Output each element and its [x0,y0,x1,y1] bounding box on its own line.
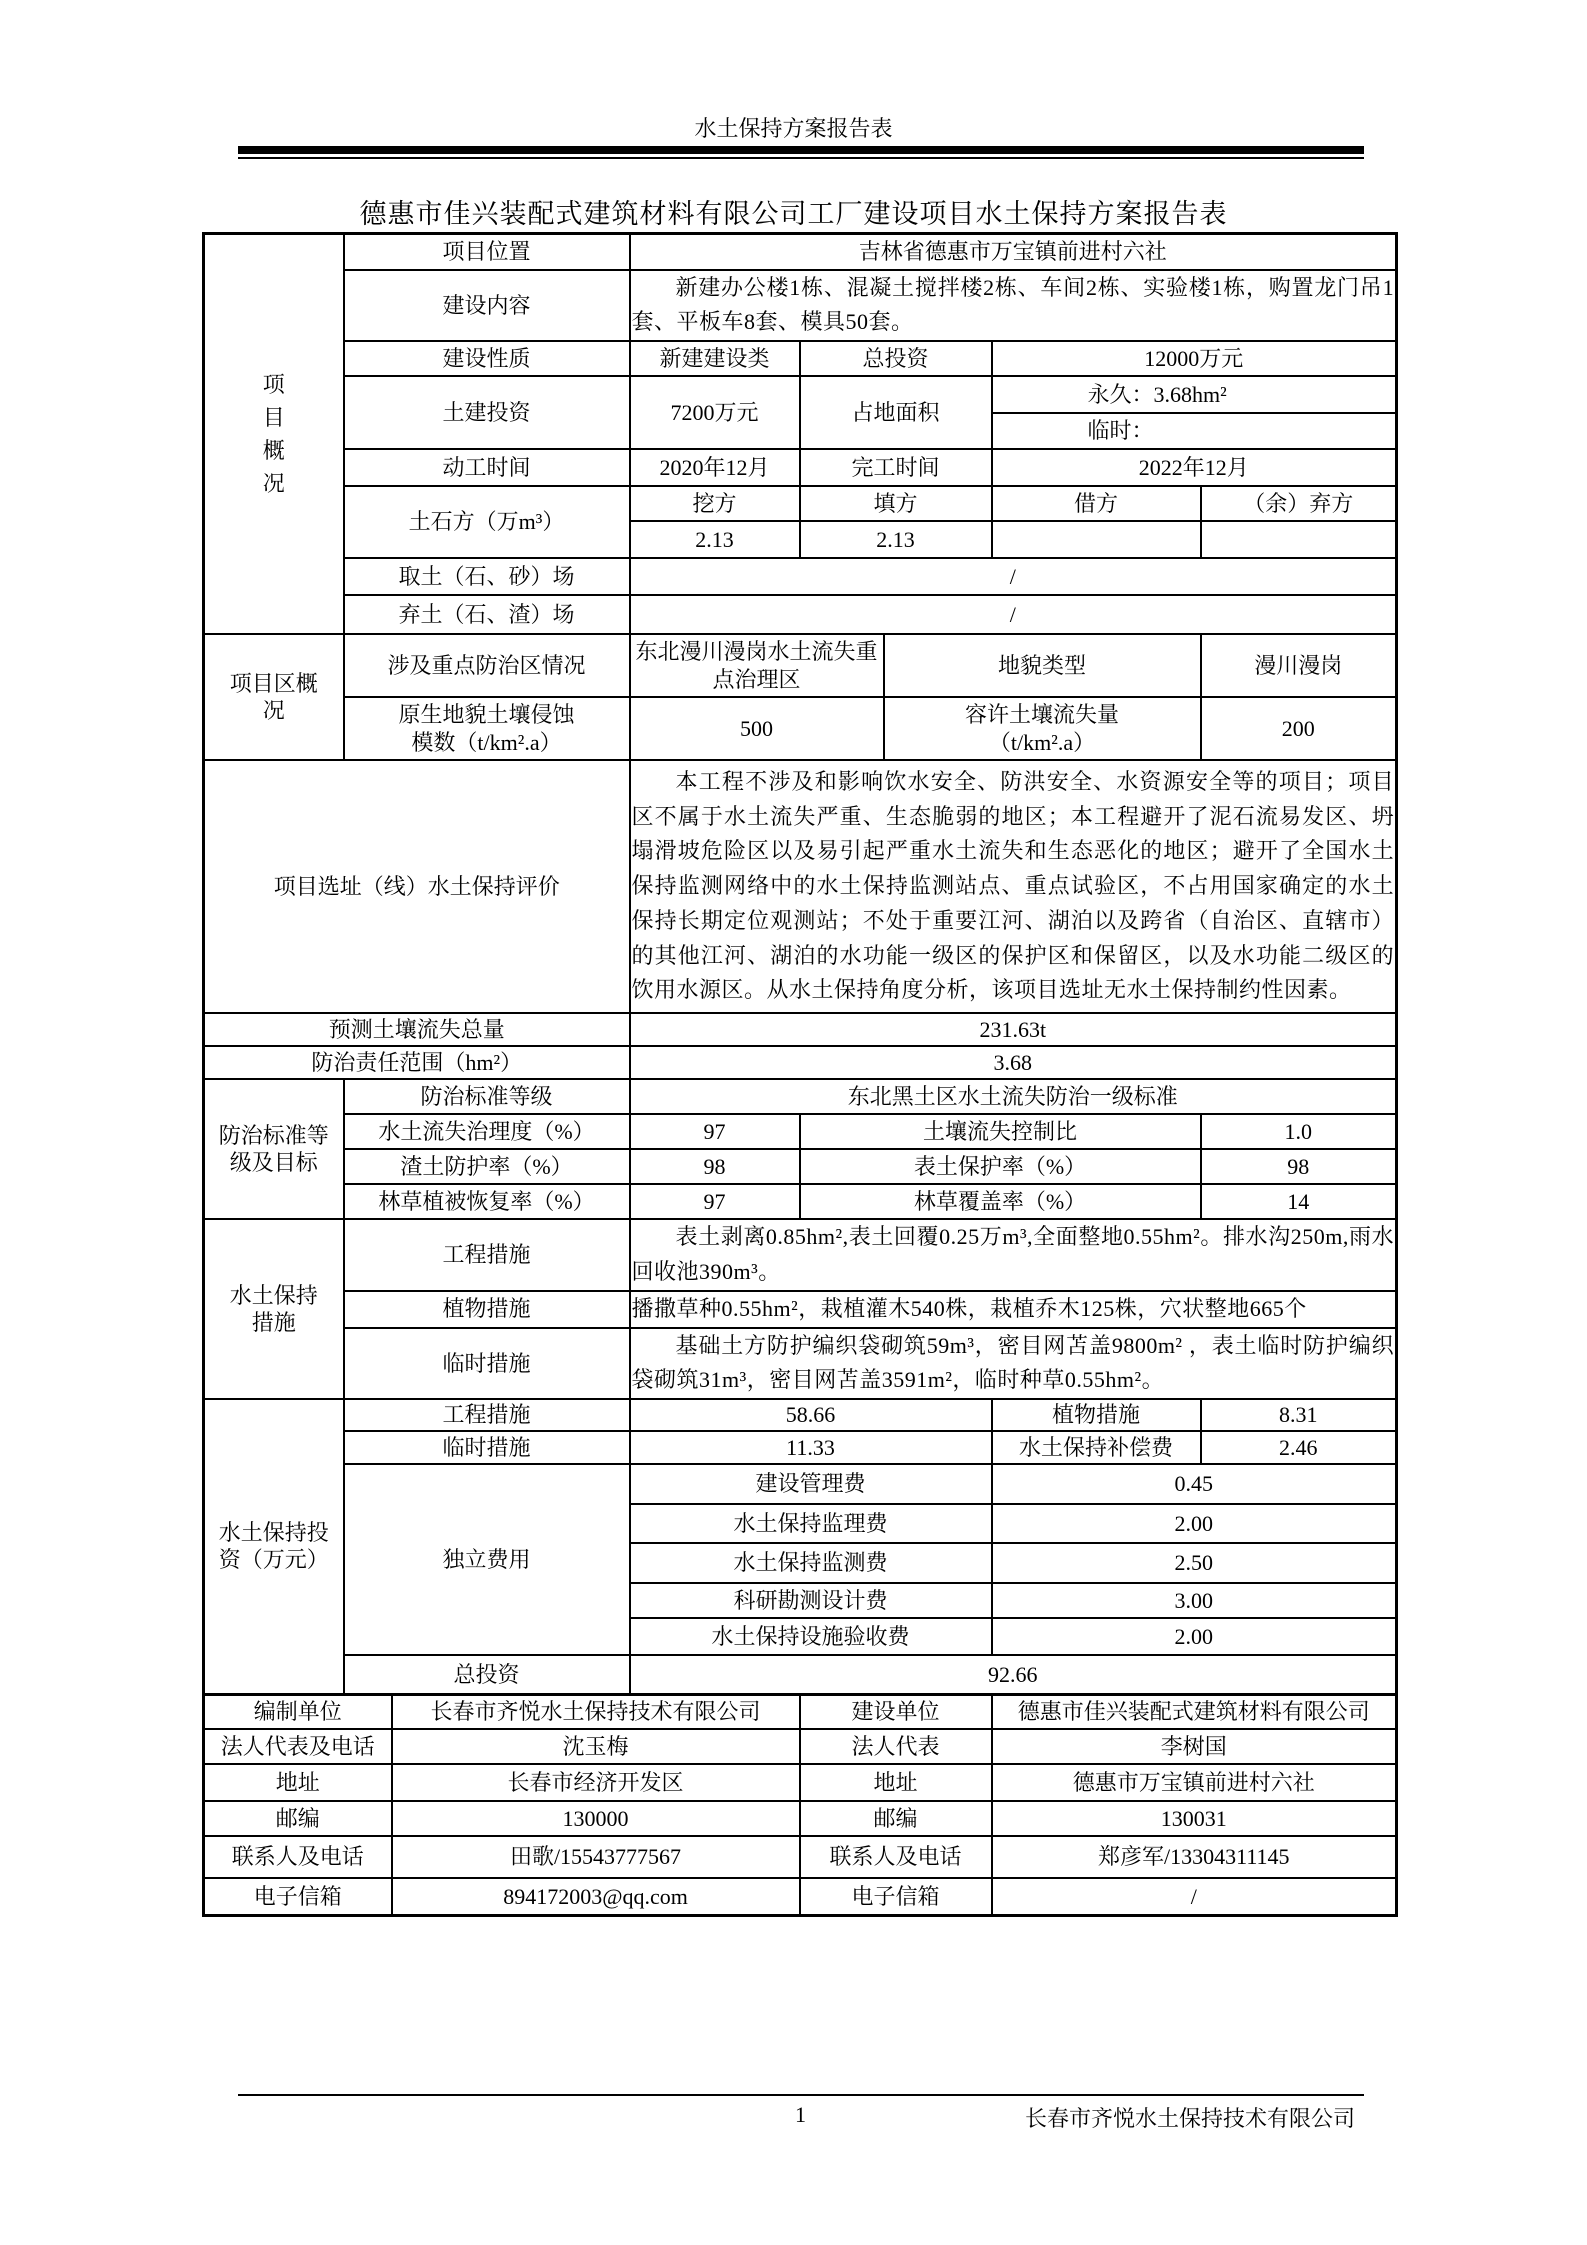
value: 14 [1201,1184,1397,1219]
value: 12000万元 [992,341,1397,376]
value: 李树国 [992,1729,1397,1764]
value: 2.00 [992,1504,1397,1543]
value: 500 [630,697,884,760]
value: 200 [1201,697,1397,760]
label: 植物措施 [992,1399,1201,1431]
label: 土建投资 [344,376,630,449]
section-investment: 水土保持投资（万元） [204,1399,344,1694]
value: / [992,1878,1397,1915]
value: 东北漫川漫岗水土流失重点治理区 [630,634,884,697]
value: 97 [630,1114,800,1149]
content-value: 新建办公楼1栋、混凝土搅拌楼2栋、车间2栋、实验楼1栋，购置龙门吊1套、平板车8套、模具50套。 [630,270,1397,342]
label: 建设单位 [800,1694,992,1729]
label: 电子信箱 [204,1878,392,1915]
label: 工程措施 [344,1399,630,1431]
label: 地址 [800,1764,992,1801]
label: 涉及重点防治区情况 [344,634,630,697]
value: 2.00 [992,1618,1397,1655]
label: 占地面积 [800,376,992,449]
value: 1.0 [1201,1114,1397,1149]
value: 98 [1201,1149,1397,1184]
section-measures: 水土保持措施 [204,1219,344,1399]
label: 土石方（万m³） [344,486,630,558]
value: 894172003@qq.com [392,1878,800,1915]
label: 植物措施 [344,1291,630,1328]
value: 11.33 [630,1431,992,1464]
label: 科研勘测设计费 [630,1583,992,1618]
label: 总投资 [800,341,992,376]
value: 7200万元 [630,376,800,449]
value: 2022年12月 [992,449,1397,486]
label: 取土（石、砂）场 [344,558,630,595]
page-number: 1 [795,2102,806,2127]
label: 弃土（石、渣）场 [344,595,630,634]
value: 130031 [992,1801,1397,1836]
label: 原生地貌土壤侵蚀模数（t/km².a） [344,697,630,760]
value: 130000 [392,1801,800,1836]
label: （余）弃方 [1201,486,1397,521]
value [1201,521,1397,558]
site-eval-text: 本工程不涉及和影响饮水安全、防洪安全、水资源安全等的项目；项目区不属于水土流失严重、生态脆弱的地区；本工程避开了泥石流易发区、坍塌滑坡危险区以及易引起严重水土流失和生态恶化的地区；避开了全国水土保持监测网络中的水土保持监测站点、重点试验区，不占用国家确定的水土保持长期定位观测站；不处于重要江河、湖泊以及跨省（自治区、直辖市）的其他江河、湖泊的水功能一级区的保护区和保留区，以及水功能二级区的饮用水源区。从水土保持角度分析，该项目选址无水土保持制约性因素。 [630,760,1397,1013]
value: 3.68 [630,1046,1397,1079]
label: 法人代表及电话 [204,1729,392,1764]
label: 完工时间 [800,449,992,486]
label: 地貌类型 [884,634,1201,697]
label: 水土保持补偿费 [992,1431,1201,1464]
value: 长春市齐悦水土保持技术有限公司 [392,1694,800,1729]
label: 容许土壤流失量（t/km².a） [884,697,1201,760]
value: 郑彦军/13304311145 [992,1836,1397,1878]
label: 法人代表 [800,1729,992,1764]
label: 渣土防护率（%） [344,1149,630,1184]
label: 总投资 [344,1655,630,1694]
value: 漫川漫岗 [1201,634,1397,697]
value: 2020年12月 [630,449,800,486]
label: 建设性质 [344,341,630,376]
label: 联系人及电话 [204,1836,392,1878]
label: 预测土壤流失总量 [204,1013,630,1046]
value: 临时： [992,413,1397,449]
value: 永久：3.68hm² [992,376,1397,413]
value: 2.13 [800,521,992,558]
section-standard: 防治标准等级及目标 [204,1079,344,1219]
value: 长春市经济开发区 [392,1764,800,1801]
value: 2.50 [992,1543,1397,1583]
header-thick-rule [238,146,1364,154]
label: 水土保持设施验收费 [630,1618,992,1655]
label: 林草植被恢复率（%） [344,1184,630,1219]
label: 建设管理费 [630,1464,992,1504]
label: 表土保护率（%） [800,1149,1201,1184]
document-title: 德惠市佳兴装配式建筑材料有限公司工厂建设项目水土保持方案报告表 [359,199,1228,229]
label: 水土保持监测费 [630,1543,992,1583]
value: 田歌/15543777567 [392,1836,800,1878]
value: 沈玉梅 [392,1729,800,1764]
label: 工程措施 [344,1219,630,1291]
header-thin-rule [238,157,1364,159]
label: 防治责任范围（hm²） [204,1046,630,1079]
label: 水土流失治理度（%） [344,1114,630,1149]
report-table [202,232,1398,1917]
label: 填方 [800,486,992,521]
value: 92.66 [630,1655,1397,1694]
value: 东北黑土区水土流失防治一级标准 [630,1079,1397,1114]
value: 德惠市万宝镇前进村六社 [992,1764,1397,1801]
footer-company: 长春市齐悦水土保持技术有限公司 [1024,2106,1355,2131]
label: 项目选址（线）水土保持评价 [204,760,630,1013]
section-overview: 项目概况 [204,234,344,635]
label: 电子信箱 [800,1878,992,1915]
value: 德惠市佳兴装配式建筑材料有限公司 [992,1694,1397,1729]
value: 231.63t [630,1013,1397,1046]
value: 0.45 [992,1464,1397,1504]
running-header: 水土保持方案报告表 [694,116,893,141]
value: 58.66 [630,1399,992,1431]
label: 邮编 [800,1801,992,1836]
value: 基础土方防护编织袋砌筑59m³，密目网苫盖9800m² ，表土临时防护编织袋砌筑31m³，密目网苫盖3591m²，临时种草0.55hm²。 [630,1328,1397,1400]
footer-rule [238,2094,1364,2096]
label: 项目位置 [344,234,630,270]
section-area: 项目区概况 [204,634,344,760]
label: 临时措施 [344,1328,630,1400]
label: 地址 [204,1764,392,1801]
value: / [630,595,1397,634]
label: 临时措施 [344,1431,630,1464]
label: 编制单位 [204,1694,392,1729]
label: 独立费用 [344,1464,630,1655]
label: 挖方 [630,486,800,521]
label: 防治标准等级 [344,1079,630,1114]
value: 8.31 [1201,1399,1397,1431]
location-value: 吉林省德惠市万宝镇前进村六社 [630,234,1397,270]
label: 土壤流失控制比 [800,1114,1201,1149]
label: 邮编 [204,1801,392,1836]
value: 新建建设类 [630,341,800,376]
value: / [630,558,1397,595]
label: 建设内容 [344,270,630,342]
value: 表土剥离0.85hm²,表土回覆0.25万m³,全面整地0.55hm²。排水沟250m,雨水回收池390m³。 [630,1219,1397,1291]
value: 97 [630,1184,800,1219]
value: 播撒草种0.55hm²，栽植灌木540株，栽植乔木125株，穴状整地665个 [630,1291,1397,1328]
value [992,521,1201,558]
label: 借方 [992,486,1201,521]
label: 林草覆盖率（%） [800,1184,1201,1219]
value: 98 [630,1149,800,1184]
value: 2.46 [1201,1431,1397,1464]
value: 3.00 [992,1583,1397,1618]
label: 水土保持监理费 [630,1504,992,1543]
label: 动工时间 [344,449,630,486]
label: 联系人及电话 [800,1836,992,1878]
value: 2.13 [630,521,800,558]
